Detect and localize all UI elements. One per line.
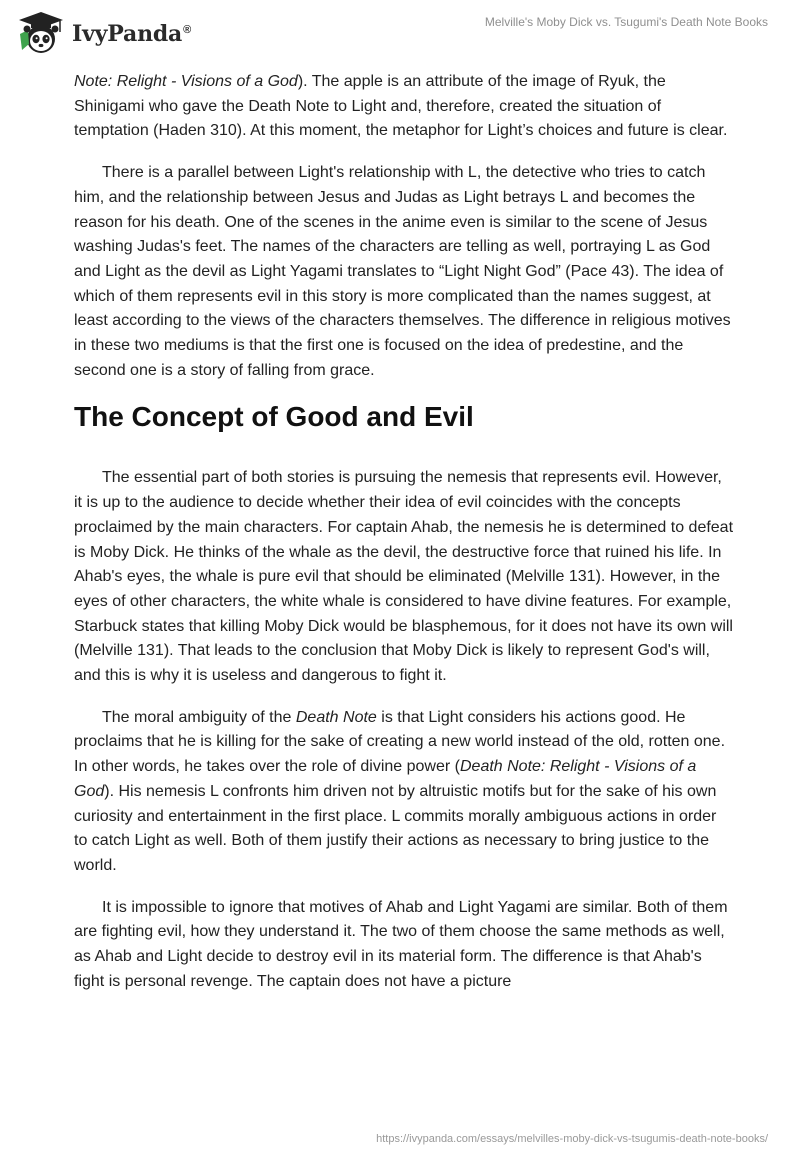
work-title: Death Note: Relight - Visions of a God: [74, 758, 697, 800]
registered-mark: ®: [183, 23, 192, 36]
paragraph-3: The essential part of both stories is pursuing the nemesis that represents evil. However, it is up to the audience to decide whether their idea of evil coincides with the concepts proclaimed by the main characters. For captain Ahab, the nemesis he is determined to defeat is Moby Dick. He thinks of the whale as the devil, the destructive force that ruined his life. In Ahab's eyes, the whale is pure evil that should be eliminated (Melville 131). However, in the eyes of other characters, the white whale is considered to have divine features. For example, Starbuck states that killing Moby Dick would be blasphemous, for it does not have its own will (Melville 131). That leads to the conclusion that Moby Dick is likely to represent God's will, and this is why it is useless and dangerous to fight it.: [74, 469, 734, 685]
paragraph-1: [74, 70, 734, 144]
essay-body: [74, 70, 734, 1012]
section-heading: The Concept of Good and Evil: [74, 401, 474, 433]
source-url-link[interactable]: https://ivypanda.com/essays/melvilles-moby-dick-vs-tsugumis-death-note-books/: [376, 1133, 768, 1145]
paragraph-4: [74, 706, 734, 879]
work-title: Death Note: [295, 708, 377, 726]
paragraph-text: The moral ambiguity of the: [102, 708, 296, 726]
paragraph-text: is that Light considers his actions good. He proclaims that he is killing for the sake of creating a new world instead of the old, rotten one. In other words, he takes over the role of divine power (: [74, 708, 726, 776]
paragraph-text: ). The apple is an attribute of the image of Ryuk, the Shinigami who gave the Death Note to Light and, therefore, created the situation of temptation (Haden 310). At this moment, the metaphor for Light’s choices and future is clear.: [74, 73, 728, 140]
paragraph-2: There is a parallel between Light's relationship with L, the detective who tries to catch him, and the relationship between Jesus and Judas as Light betrays L and becomes the reason for his death. One of the scenes in the anime even is similar to the scene of Jesus washing Judas's feet. The names of the characters are telling as well, portraying L as God and Light as the devil as Light Yagami translates to “Light Night God” (Pace 43). The idea of which of them represents evil in this story is more complicated than the names suggest, at least according to the views of the characters themselves. The difference in religious motives in these two mediums is that the first one is focused on the idea of predestine, and the second one is a story of falling from grace.: [74, 164, 731, 379]
paragraph-text: ). His nemesis L confronts him driven not by altruistic motifs but for the sake of his own curiosity and entertainment in the first place. L commits morally ambiguous actions in order to catch Light as well. Both of them justify their actions as necessary to bring justice to the world.: [74, 782, 717, 874]
page-header: [0, 0, 800, 66]
work-title: Note: Relight - Visions of a God: [74, 73, 298, 90]
panda-graduate-icon: [16, 10, 66, 56]
document-title: Melville's Moby Dick vs. Tsugumi's Death Note Books: [484, 15, 768, 29]
ivypanda-logo[interactable]: [16, 10, 191, 56]
paragraph-5: It is impossible to ignore that motives of Ahab and Light Yagami are similar. Both of them are fighting evil, how they understand it. The two of them choose the same methods as well, as Ahab and Light decide to destroy evil in its material form. The difference is that Ahab's fight is personal revenge. The captain does not have a picture: [74, 898, 728, 990]
logo-wordmark: IvyPanda®: [72, 21, 192, 47]
